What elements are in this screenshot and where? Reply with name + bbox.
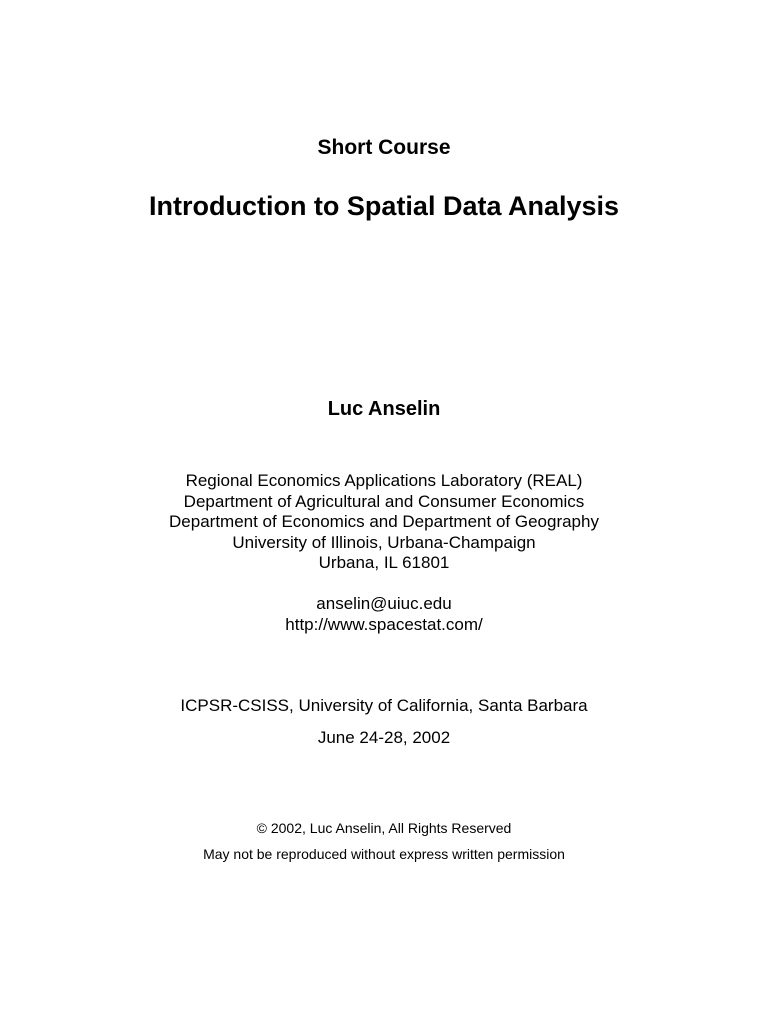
- course-venue: ICPSR-CSISS, University of California, Santa Barbara: [180, 696, 588, 715]
- author-name: Luc Anselin: [327, 398, 441, 420]
- reproduction-notice: May not be reproduced without express written permission: [203, 846, 565, 862]
- contact-block: [0, 593, 768, 635]
- document-title: Introduction to Spatial Data Analysis: [148, 191, 620, 221]
- author-email: anselin@uiuc.edu: [316, 594, 452, 613]
- course-type-heading: Short Course: [317, 136, 451, 159]
- affiliation-line-lab: Regional Economics Applications Laboratory (REAL): [185, 471, 583, 490]
- copyright-notice: © 2002, Luc Anselin, All Rights Reserved: [256, 820, 512, 836]
- affiliation-line-university: University of Illinois, Urbana-Champaign: [232, 532, 536, 552]
- affiliation-block: [0, 471, 768, 574]
- affiliation-line-address: Urbana, IL 61801: [318, 553, 450, 572]
- affiliation-line-econ-geog-dept: Department of Economics and Department of Geography: [169, 512, 599, 531]
- affiliation-line-ace-dept: Department of Agricultural and Consumer Economics: [183, 491, 585, 511]
- author-website: http://www.spacestat.com/: [285, 615, 483, 634]
- course-dates: June 24-28, 2002: [317, 728, 451, 747]
